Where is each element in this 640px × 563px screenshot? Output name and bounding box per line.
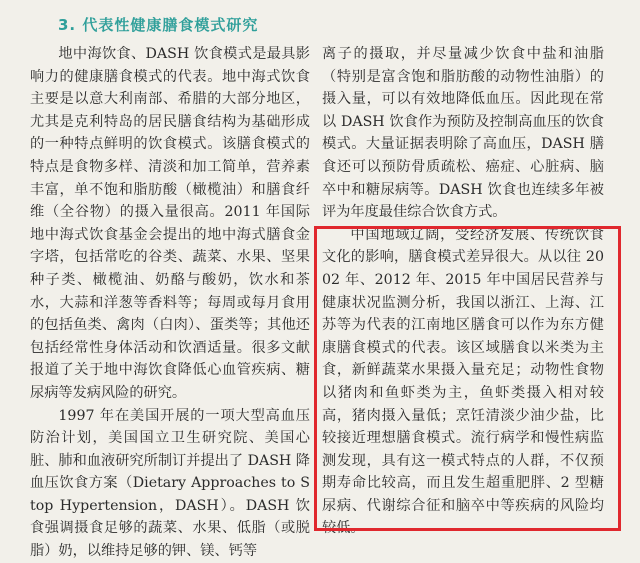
left-column — [30, 43, 310, 563]
mediterranean-diet-paragraph: 地中海饮食、DASH 饮食模式是最具影响力的健康膳食模式的代表。地中海式饮食主要是以意大利南部、希腊的大部分地区，尤其是克利特岛的居民膳食结构为基础形成的一种特点鲜明的饮食模式。该膳食模式的特点是食物多样、清淡和加工简单，营养素丰富，单不饱和脂肪酸（橄榄油）和膳食纤维（全谷物）的摄入量很高。2011 年国际地中海式饮食基金会提出的地中海式膳食金字塔，包括常吃的谷类、蔬菜、水果、坚果种子类、橄榄油、奶酪与酸奶，饮水和茶水，大蒜和洋葱等香料等；每周或每月食用的包括鱼类、禽肉（白肉）、蛋类等；其他还包括经常性身体活动和饮酒适量。很多文献报道了关于地中海饮食降低心血管疾病、糖尿病等发病风险的研究。 — [30, 46, 310, 401]
dash-diet-paragraph-continued: 离子的摄取，并尽量减少饮食中盐和油脂（特别是富含饱和脂肪酸的动物性油脂）的摄入量，可以有效地降低血压。因此现在常以 DASH 饮食作为预防及控制高血压的饮食模式。大量证据表明除了高血压，DASH 膳食还可以预防骨质疏松、癌症、心脏病、脑卒中和糖尿病等。DASH 饮食也连续多年被评为年度最佳综合饮食方式。 — [322, 46, 604, 221]
section-heading: 3. 代表性健康膳食模式研究 — [58, 16, 259, 34]
dash-diet-paragraph: 1997 年在美国开展的一项大型高血压防治计划，美国国立卫生研究院、美国心脏、肺和血液研究所制订并提出了 DASH 降血压饮食方案（Dietary Approaches to Stop Hypertension，DASH）。DASH 饮食强调摄食足够的蔬菜、水果、低脂（或脱脂）奶，以维持足够的钾、镁、钙等 — [30, 407, 310, 560]
eastern-diet-paragraph: 中国地域辽阔，受经济发展、传统饮食文化的影响，膳食模式差异很大。从以往 2002 年、2012 年、2015 年中国居民营养与健康状况监测分析，我国以浙江、上海、江苏等为代表的江南地区膳食可以作为东方健康膳食模式的代表。该区域膳食以米类为主食，新鲜蔬菜水果摄入量充足；动物性食物以猪肉和鱼虾类为主，鱼虾类摄入相对较高，猪肉摄入量低；烹饪清淡少油少盐，比较接近理想膳食模式。流行病学和慢性病监测发现，具有这一模式特点的人群，不仅预期寿命比较高，而且发生超重肥胖、2 型糖尿病、代谢综合征和脑卒中等疾病的风险均较低。 — [322, 226, 604, 537]
highlight-box — [314, 226, 621, 531]
